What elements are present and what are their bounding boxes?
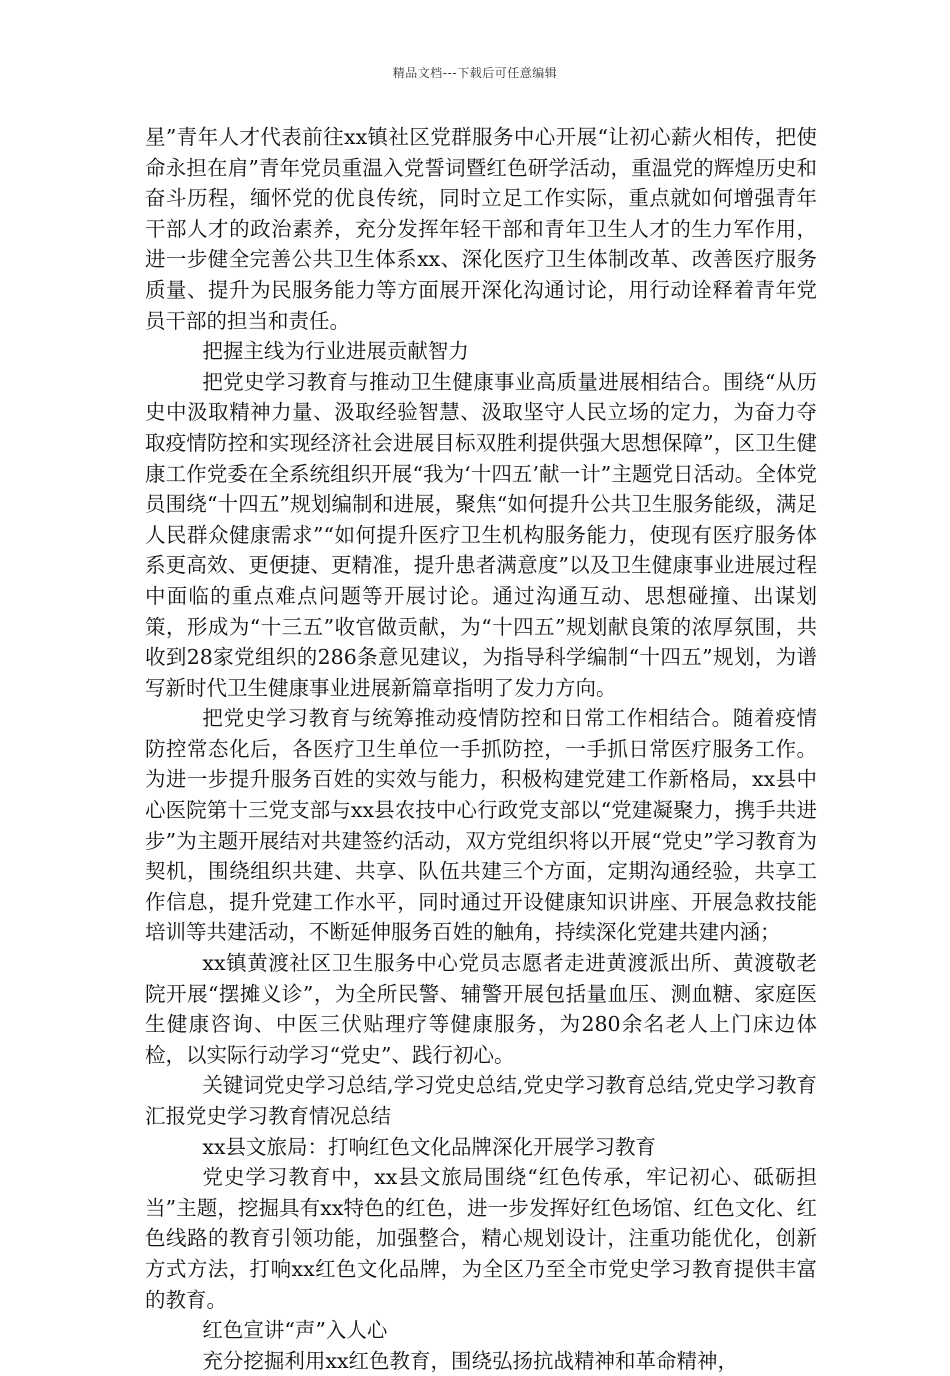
section-heading: 把握主线为行业进展贡献智力 bbox=[202, 339, 469, 364]
document-body bbox=[145, 122, 817, 1376]
section-heading: xx县文旅局：打响红色文化品牌深化开展学习教育 bbox=[202, 1134, 657, 1159]
paragraph-continued: 星”青年人才代表前往xx镇社区党群服务中心开展“让初心薪火相传，把使命永担在肩”青年党员重温入党誓词暨红色研学活动，重温党的辉煌历史和奋斗历程，缅怀党的优良传统，同时立足工作实际，重点就如何增强青年干部人才的政治素养，充分发挥年轻干部和青年卫生人才的生力军作用，进一步健全完善公共卫生体系xx、深化医疗卫生体制改革、改善医疗服务质量、提升为民服务能力等方面展开深化沟通讨论，用行动诠释着青年党员干部的担当和责任。 bbox=[145, 125, 817, 333]
paragraph: 把党史学习教育与推动卫生健康事业高质量进展相结合。围绕“从历史中汲取精神力量、汲取经验智慧、汲取坚守人民立场的定力，为奋力夺取疫情防控和实现经济社会进展目标双胜利提供强大思想保障”，区卫生健康工作党委在全系统组织开展“我为‘十四五’献一计”主题党日活动。全体党员围绕“十四五”规划编制和进展，聚焦“如何提升公共卫生服务能级，满足人民群众健康需求”“如何提升医疗卫生机构服务能力，使现有医疗服务体系更高效、更便捷、更精准，提升患者满意度”以及卫生健康事业进展过程中面临的重点难点问题等开展讨论。通过沟通互动、思想碰撞、出谋划策，形成为“十三五”收官做贡献，为“十四五”规划献良策的浓厚氛围，共收到28家党组织的286条意见建议，为指导科学编制“十四五”规划，为谱写新时代卫生健康事业进展新篇章指明了发力方向。 bbox=[145, 369, 817, 700]
keywords-line: 关键词党史学习总结,学习党史总结,党史学习教育总结,党史学习教育汇报党史学习教育情况总结 bbox=[145, 1073, 817, 1128]
paragraph: 把党史学习教育与统筹推动疫情防控和日常工作相结合。随着疫情防控常态化后，各医疗卫生单位一手抓防控，一手抓日常医疗服务工作。为进一步提升服务百姓的实效与能力，积极构建党建工作新格局，xx县中心医院第十三党支部与xx县农技中心行政党支部以“党建凝聚力，携手共进步”为主题开展结对共建签约活动，双方党组织将以开展“党史”学习教育为契机，围绕组织共建、共享、队伍共建三个方面，定期沟通经验，共享工作信息，提升党建工作水平，同时通过开设健康知识讲座、开展急救技能培训等共建活动，不断延伸服务百姓的触角，持续深化党建共建内涵； bbox=[145, 706, 817, 945]
page-header: 精品文档---下载后可任意编辑 bbox=[392, 66, 558, 80]
section-heading: 红色宣讲“声”入人心 bbox=[202, 1318, 388, 1343]
paragraph: xx镇黄渡社区卫生服务中心党员志愿者走进黄渡派出所、黄渡敬老院开展“摆摊义诊”，为全所民警、辅警开展包括量血压、测血糖、家庭医生健康咨询、中医三伏贴理疗等健康服务，为280余名老人上门床边体检，以实际行动学习“党史”、践行初心。 bbox=[145, 951, 817, 1067]
paragraph: 充分挖掘利用xx红色教育，围绕弘扬抗战精神和革命精神， bbox=[202, 1348, 739, 1373]
paragraph: 党史学习教育中，xx县文旅局围绕“红色传承，牢记初心、砥砺担当”主题，挖掘具有xx特色的红色，进一步发挥好红色场馆、红色文化、红色线路的教育引领功能，加强整合，精心规划设计，注重功能优化，创新方式方法，打响xx红色文化品牌，为全区乃至全市党史学习教育提供丰富的教育。 bbox=[145, 1165, 817, 1312]
